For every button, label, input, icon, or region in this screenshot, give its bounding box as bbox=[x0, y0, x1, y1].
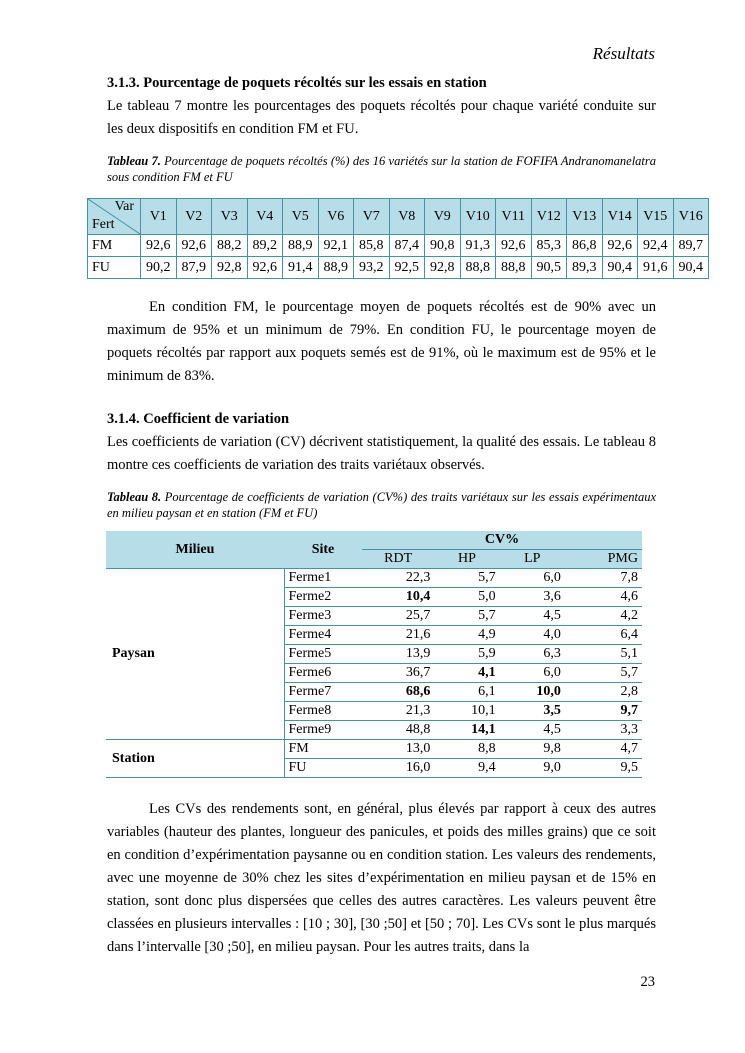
col-header: V14 bbox=[602, 199, 638, 235]
table7-cell: 91,6 bbox=[638, 257, 674, 279]
table7-cell: 88,9 bbox=[283, 235, 319, 257]
cv-cell: 10,1 bbox=[434, 702, 499, 721]
cv-cell: 3,5 bbox=[500, 702, 565, 721]
col-header: V5 bbox=[283, 199, 319, 235]
col-rdt: RDT bbox=[362, 550, 434, 569]
cv-cell: 16,0 bbox=[362, 759, 434, 778]
caption-label: Tableau 8. bbox=[107, 490, 162, 504]
cv-cell: 36,7 bbox=[362, 664, 434, 683]
site-cell: Ferme4 bbox=[284, 626, 362, 645]
table7-cell: 85,3 bbox=[531, 235, 567, 257]
corner-fert: Fert bbox=[92, 217, 115, 232]
site-cell: Ferme9 bbox=[284, 721, 362, 740]
cv-cell: 25,7 bbox=[362, 607, 434, 626]
table7-cell: 92,5 bbox=[389, 257, 425, 279]
running-header: Résultats bbox=[592, 44, 655, 63]
table7-cell: 92,6 bbox=[602, 235, 638, 257]
col-header: V1 bbox=[141, 199, 177, 235]
site-header: Site bbox=[284, 531, 362, 569]
cv-cell: 6,0 bbox=[500, 569, 565, 588]
table7-cell: 92,6 bbox=[141, 235, 177, 257]
cv-cell: 10,4 bbox=[362, 588, 434, 607]
cv-cell: 21,3 bbox=[362, 702, 434, 721]
corner-cell bbox=[88, 199, 141, 235]
cv-cell: 6,4 bbox=[565, 626, 642, 645]
row-label: FU bbox=[88, 257, 141, 279]
table7-cell: 92,6 bbox=[176, 235, 212, 257]
cv-cell: 9,8 bbox=[500, 740, 565, 759]
table7-cell: 90,2 bbox=[141, 257, 177, 279]
col-header: V12 bbox=[531, 199, 567, 235]
cv-cell: 5,9 bbox=[434, 645, 499, 664]
cv-cell: 4,5 bbox=[500, 607, 565, 626]
cv-cell: 4,0 bbox=[500, 626, 565, 645]
table8 bbox=[106, 531, 642, 778]
table7-cell: 87,4 bbox=[389, 235, 425, 257]
col-header: V7 bbox=[354, 199, 390, 235]
cv-cell: 5,0 bbox=[434, 588, 499, 607]
cv-cell: 5,7 bbox=[434, 569, 499, 588]
cv-cell: 9,0 bbox=[500, 759, 565, 778]
col-header: V15 bbox=[638, 199, 674, 235]
col-header: V8 bbox=[389, 199, 425, 235]
table7-cell: 89,7 bbox=[673, 235, 709, 257]
cv-cell: 21,6 bbox=[362, 626, 434, 645]
section-heading: 3.1.4. Coefficient de variation bbox=[107, 411, 290, 427]
cv-cell: 3,3 bbox=[565, 721, 642, 740]
site-cell: Ferme3 bbox=[284, 607, 362, 626]
table7-caption bbox=[107, 153, 656, 185]
table7-cell: 88,8 bbox=[460, 257, 496, 279]
table7-cell: 92,8 bbox=[212, 257, 248, 279]
table8-header-row bbox=[106, 531, 642, 550]
cv-cell: 68,6 bbox=[362, 683, 434, 702]
col-header: V10 bbox=[460, 199, 496, 235]
table7-cell: 92,8 bbox=[425, 257, 461, 279]
cv-cell: 8,8 bbox=[434, 740, 499, 759]
col-header: V4 bbox=[247, 199, 283, 235]
table7-cell: 92,6 bbox=[247, 257, 283, 279]
cv-cell: 4,7 bbox=[565, 740, 642, 759]
col-header: V16 bbox=[673, 199, 709, 235]
cv-cell: 10,0 bbox=[500, 683, 565, 702]
site-cell: Ferme5 bbox=[284, 645, 362, 664]
table7-cell: 88,9 bbox=[318, 257, 354, 279]
cv-cell: 14,1 bbox=[434, 721, 499, 740]
site-cell: Ferme7 bbox=[284, 683, 362, 702]
cv-cell: 5,7 bbox=[434, 607, 499, 626]
section-intro: Le tableau 7 montre les pourcentages des poquets récoltés pour chaque variété conduite sur les deux dispositifs en condition FM et FU. bbox=[107, 98, 656, 137]
table7-cell: 89,3 bbox=[567, 257, 603, 279]
cv-cell: 5,7 bbox=[565, 664, 642, 683]
table7-cell: 90,4 bbox=[602, 257, 638, 279]
cv-cell: 4,1 bbox=[434, 664, 499, 683]
page-number: 23 bbox=[640, 974, 655, 990]
cv-cell: 6,1 bbox=[434, 683, 499, 702]
table7-cell: 91,3 bbox=[460, 235, 496, 257]
table7-header-row bbox=[88, 199, 709, 235]
table7-cell: 87,9 bbox=[176, 257, 212, 279]
col-header: V11 bbox=[496, 199, 532, 235]
paragraph-fm-fu bbox=[107, 296, 656, 388]
col-lp: LP bbox=[500, 550, 565, 569]
milieu-header: Milieu bbox=[106, 531, 284, 569]
cv-cell: 4,2 bbox=[565, 607, 642, 626]
table7-cell: 85,8 bbox=[354, 235, 390, 257]
cv-cell: 3,6 bbox=[500, 588, 565, 607]
table7-row bbox=[88, 235, 709, 257]
site-cell: Ferme8 bbox=[284, 702, 362, 721]
cv-cell: 5,1 bbox=[565, 645, 642, 664]
cv-cell: 6,3 bbox=[500, 645, 565, 664]
caption-label: Tableau 7. bbox=[107, 154, 161, 168]
paragraph-text: Les CVs des rendements sont, en général, plus élevés par rapport à ceux des autres variables (hauteur des plantes, longueur des panicules, et poids des milles grains) que ce soit en condition d’expérimentation paysanne ou en condition station. Les valeurs des rendements, avec une moyenne de 30% chez les sites d’expérimentation en milieu paysan et de 15% en station, sont donc plus dispersées que celles des autres caractères. Les valeurs peuvent être classées en plusieurs intervalles : [10 ; 30], [30 ;50] et [50 ; 70]. Les CVs sont le plus marqués dans l’intervalle [30 ;50], en milieu paysan. Pour les autres traits, dans la bbox=[107, 801, 656, 955]
col-header: V13 bbox=[567, 199, 603, 235]
cv-cell: 4,9 bbox=[434, 626, 499, 645]
col-pmg: PMG bbox=[565, 550, 642, 569]
col-header: V9 bbox=[425, 199, 461, 235]
group-label: Paysan bbox=[106, 569, 284, 740]
table7-cell: 86,8 bbox=[567, 235, 603, 257]
cv-cell: 9,4 bbox=[434, 759, 499, 778]
table7-cell: 89,2 bbox=[247, 235, 283, 257]
cv-cell: 13,9 bbox=[362, 645, 434, 664]
table7-cell: 88,2 bbox=[212, 235, 248, 257]
group-label: Station bbox=[106, 740, 284, 778]
site-cell: Ferme1 bbox=[284, 569, 362, 588]
table8-row bbox=[106, 569, 642, 588]
table7-cell: 90,4 bbox=[673, 257, 709, 279]
paragraph-cv bbox=[107, 798, 656, 959]
table7-cell: 90,8 bbox=[425, 235, 461, 257]
site-cell: Ferme2 bbox=[284, 588, 362, 607]
table7 bbox=[87, 198, 709, 279]
col-header: V2 bbox=[176, 199, 212, 235]
table8-row bbox=[106, 740, 642, 759]
paragraph-text: En condition FM, le pourcentage moyen de poquets récoltés est de 90% avec un maximum de 95% et un minimum de 79%. En condition FU, le pourcentage moyen de poquets récoltés par rapport aux poquets semés est de 91%, où le maximum est de 95% et le minimum de 83%. bbox=[107, 299, 656, 384]
table7-cell: 92,6 bbox=[496, 235, 532, 257]
section-3-1-3 bbox=[107, 75, 656, 141]
table7-cell: 91,4 bbox=[283, 257, 319, 279]
section-heading: 3.1.3. Pourcentage de poquets récoltés sur les essais en station bbox=[107, 75, 487, 91]
cv-cell: 4,6 bbox=[565, 588, 642, 607]
site-cell: FU bbox=[284, 759, 362, 778]
site-cell: FM bbox=[284, 740, 362, 759]
col-hp: HP bbox=[434, 550, 499, 569]
table7-cell: 88,8 bbox=[496, 257, 532, 279]
table7-cell: 92,1 bbox=[318, 235, 354, 257]
corner-var: Var bbox=[114, 199, 134, 214]
site-cell: Ferme6 bbox=[284, 664, 362, 683]
table7-row bbox=[88, 257, 709, 279]
cv-cell: 13,0 bbox=[362, 740, 434, 759]
cv-cell: 48,8 bbox=[362, 721, 434, 740]
table7-cell: 92,4 bbox=[638, 235, 674, 257]
cv-cell: 4,5 bbox=[500, 721, 565, 740]
cv-cell: 6,0 bbox=[500, 664, 565, 683]
col-header: V3 bbox=[212, 199, 248, 235]
cv-cell: 7,8 bbox=[565, 569, 642, 588]
section-intro: Les coefficients de variation (CV) décrivent statistiquement, la qualité des essais. Le tableau 8 montre ces coefficients de variation des traits variétaux observés. bbox=[107, 434, 656, 473]
caption-text: Pourcentage de coefficients de variation (CV%) des traits variétaux sur les essais expérimentaux en milieu paysan et en station (FM et FU) bbox=[107, 490, 656, 520]
table7-cell: 90,5 bbox=[531, 257, 567, 279]
cv-cell: 9,7 bbox=[565, 702, 642, 721]
caption-text: Pourcentage de poquets récoltés (%) des 16 variétés sur la station de FOFIFA Andranomanelatra sous condition FM et FU bbox=[107, 154, 657, 184]
cv-cell: 9,5 bbox=[565, 759, 642, 778]
col-header: V6 bbox=[318, 199, 354, 235]
section-3-1-4 bbox=[107, 411, 656, 477]
row-label: FM bbox=[88, 235, 141, 257]
table8-caption bbox=[107, 489, 656, 521]
cv-cell: 2,8 bbox=[565, 683, 642, 702]
cv-cell: 22,3 bbox=[362, 569, 434, 588]
table7-cell: 93,2 bbox=[354, 257, 390, 279]
cv-header: CV% bbox=[362, 531, 642, 550]
